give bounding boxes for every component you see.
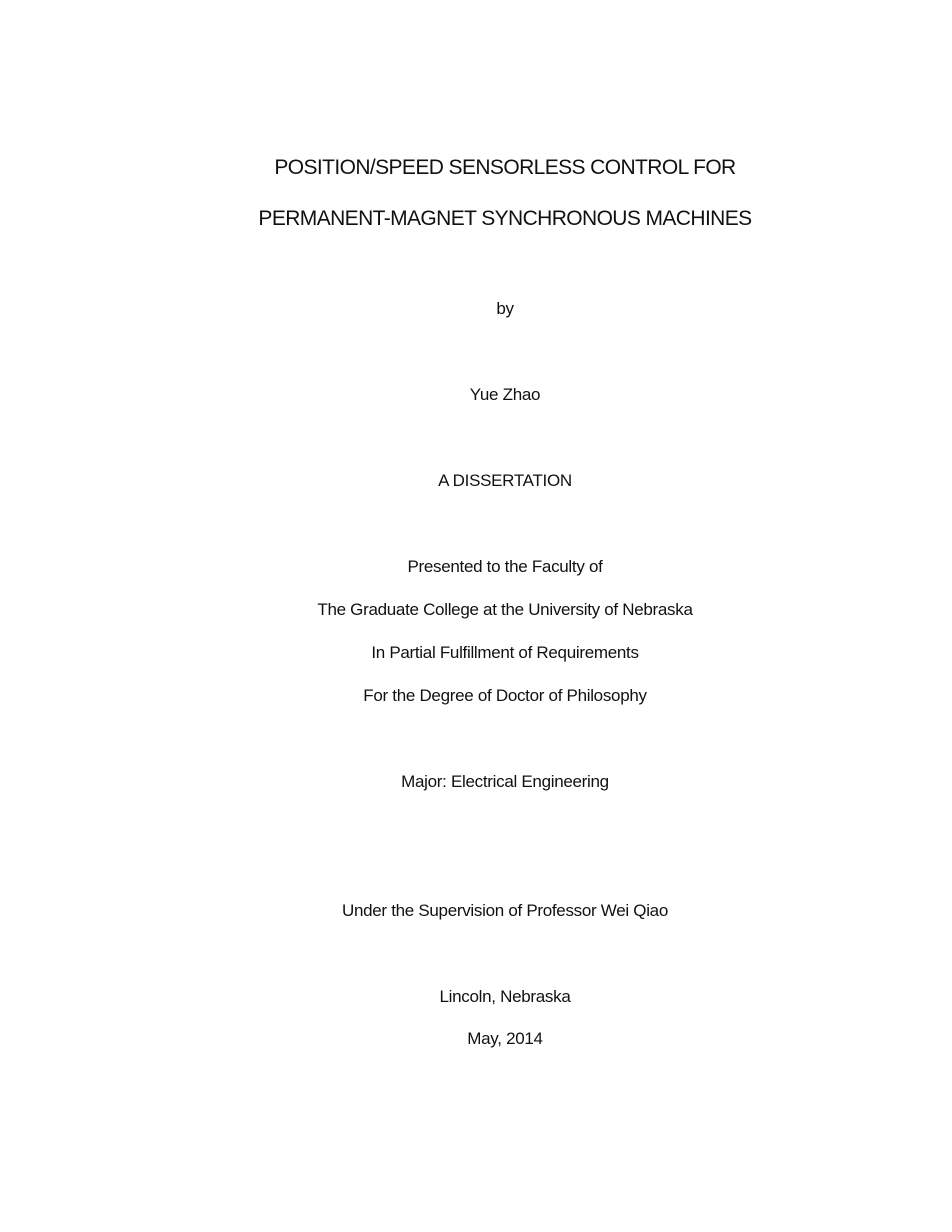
fulfillment-line: In Partial Fulfillment of Requirements <box>371 643 639 662</box>
by-label: by <box>496 299 514 318</box>
degree-line: For the Degree of Doctor of Philosophy <box>363 686 647 705</box>
dissertation-title-line-1: POSITION/SPEED SENSORLESS CONTROL FOR <box>274 156 736 179</box>
major-line: Major: Electrical Engineering <box>401 772 609 791</box>
dissertation-title-line-2: PERMANENT-MAGNET SYNCHRONOUS MACHINES <box>258 207 752 230</box>
date-line: May, 2014 <box>467 1029 543 1048</box>
location-line: Lincoln, Nebraska <box>439 987 571 1006</box>
document-type: A DISSERTATION <box>438 471 572 490</box>
supervision-line: Under the Supervision of Professor Wei Qiao <box>341 901 668 920</box>
graduate-college-line: The Graduate College at the University of Nebraska <box>317 600 693 619</box>
author-name: Yue Zhao <box>469 385 541 404</box>
presented-to-line: Presented to the Faculty of <box>407 557 603 576</box>
